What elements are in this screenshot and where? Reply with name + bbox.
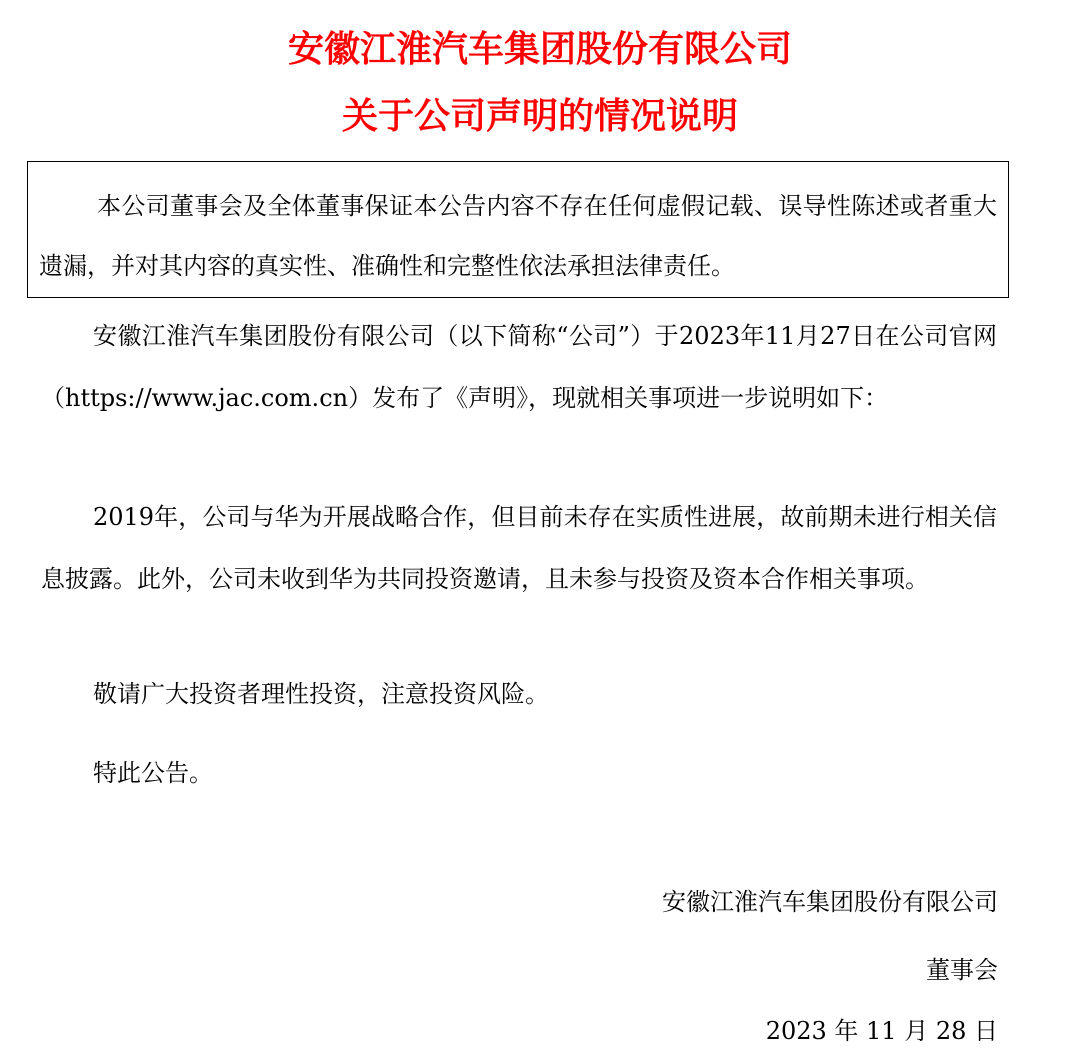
disclaimer-text: 本公司董事会及全体董事保证本公告内容不存在任何虚假记载、误导性陈述或者重大遗漏，并对其内容的真实性、准确性和完整性依法承担法律责任。: [39, 192, 997, 280]
document-title-subject: 关于公司声明的情况说明: [341, 96, 738, 137]
body-paragraph-cooperation: 2019年，公司与华为开展战略合作，但目前未存在实质性进展，故前期未进行相关信息披露。此外，公司未收到华为共同投资邀请，且未参与投资及资本合作相关事项。: [41, 503, 997, 593]
signature-company: 安徽江淮汽车集团股份有限公司: [662, 888, 998, 916]
signature-date: 2023 年 11 月 28 日: [765, 1017, 998, 1045]
document-title-company: 安徽江淮汽车集团股份有限公司: [287, 29, 792, 70]
body-paragraph-risk-warning: 敬请广大投资者理性投资，注意投资风险。: [93, 680, 549, 708]
signature-board: 董事会: [926, 956, 998, 984]
body-paragraph-closing: 特此公告。: [93, 759, 213, 787]
body-paragraph-statement: 安徽江淮汽车集团股份有限公司（以下简称“公司”）于2023年11月27日在公司官网（https://www.jac.com.cn）发布了《声明》，现就相关事项进一步说明如下：: [41, 322, 997, 412]
